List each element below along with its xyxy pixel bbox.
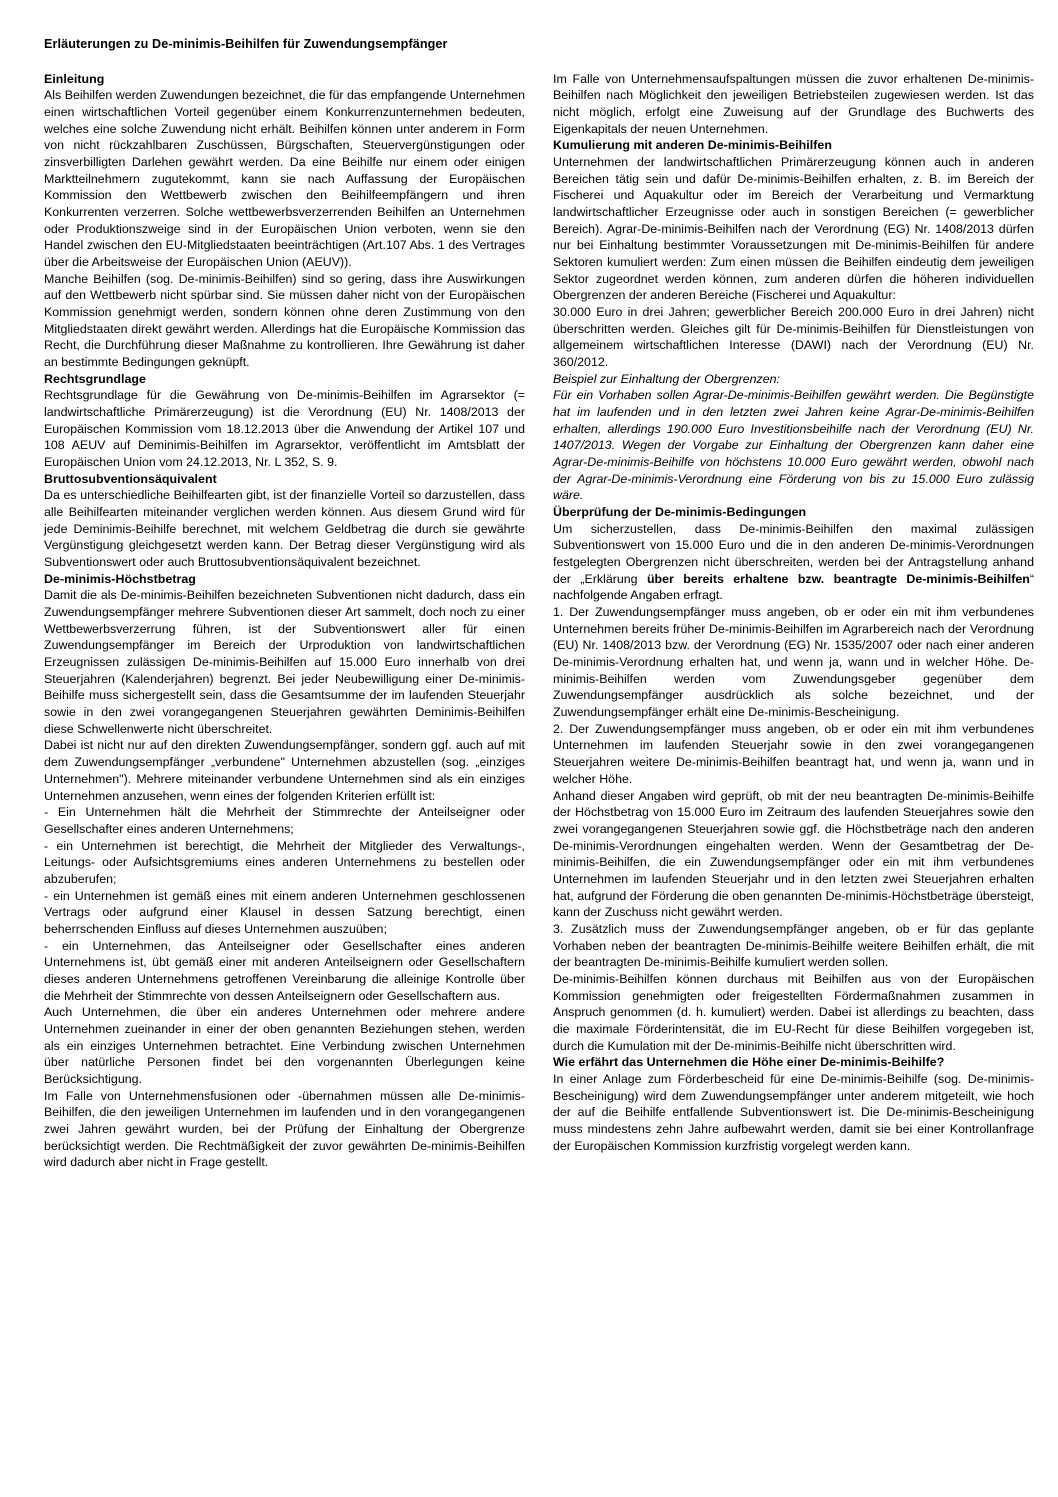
section-heading: Überprüfung der De-minimis-Bedingungen	[553, 505, 807, 520]
body-paragraph: Manche Beihilfen (sog. De-minimis-Beihilfen) sind so gering, dass ihre Auswirkungen auf den Wettbewerb nicht spürbar sind. Sie müssen daher nicht von der Europäischen Kommission genehmigt werden, sondern können ohne deren Zustimmung von den Mitgliedstaaten direkt gewährt werden. Allerdings hat die Europäische Kommission das Recht, die Durchführung dieser Maßnahme zu kontrollieren. Ihre Gewährung ist daher an bestimmte Bedingungen geknüpft.	[44, 271, 525, 370]
right-column	[553, 71, 1034, 1155]
body-paragraph: Anhand dieser Angaben wird geprüft, ob mit der neu beantragten De-minimis-Beihilfe der Höchstbetrag von 15.000 Euro im Zeitraum des laufenden Steuerjahres sowie den zwei vorangegangenen Steuerjahren sowie ggf. die Höchstbeträge nach den anderen De-minimis-Verordnungen eingehalten werden. Wenn der Gesamtbetrag der De-minimis-Beihilfen, die ein Zuwendungsempfänger oder ein mit ihm verbundenes Unternehmen im laufenden Steuerjahr und in den letzten zwei Steuerjahren erhalten hat, aufgrund der Förderung die oben genannten De-minimis-Höchstbeträge übersteigt, kann der Zuschuss nicht gewährt werden.	[553, 788, 1034, 920]
body-paragraph: Im Falle von Unternehmensfusionen oder -übernahmen müssen alle De-minimis-Beihilfen, die den jeweiligen Unternehmen im laufenden und in den vorangegangenen zwei Jahren gewährt wurden, bei der Prüfung der Einhaltung der Obergrenze berücksichtigt werden. Die Rechtmäßigkeit der zuvor gewährten De-minimis-Beihilfen wird dadurch aber nicht in Frage gestellt.	[44, 1088, 525, 1170]
body-paragraph: - Ein Unternehmen hält die Mehrheit der Stimmrechte der Anteilseigner oder Gesellschafter eines anderen Unternehmens;	[44, 805, 525, 836]
section-heading: Bruttosubventionsäquivalent	[44, 471, 217, 486]
body-paragraph: - ein Unternehmen ist gemäß eines mit einem anderen Unternehmen geschlossenen Vertrags oder aufgrund einer Klausel in dessen Satzung berechtigt, einen beherrschenden Einfluss auf dieses Unternehmen auszuüben;	[44, 888, 525, 936]
two-column-layout	[44, 71, 1034, 1171]
page-title: Erläuterungen zu De-minimis-Beihilfen für Zuwendungsempfänger	[44, 37, 448, 51]
section-heading: Kumulierung mit anderen De-minimis-Beihilfen	[553, 138, 832, 153]
body-paragraph: 3. Zusätzlich muss der Zuwendungsempfänger angeben, ob er für das geplante Vorhaben neben der beantragten De-minimis-Beihilfe weitere Beihilfen erhält, die mit der beantragten De-minimis-Beihilfe kumuliert werden sollen.	[553, 921, 1034, 970]
section-heading: De-minimis-Höchstbetrag	[44, 571, 196, 586]
body-paragraph: 2. Der Zuwendungsempfänger muss angeben, ob er oder ein mit ihm verbundenes Unternehmen im laufenden Steuerjahr sowie in den zwei vorangegangenen Steuerjahren weitere De-minimis-Beihilfen beantragt hat, und wenn ja, wann und in welcher Höhe.	[553, 721, 1034, 786]
body-paragraph: - ein Unternehmen, das Anteilseigner oder Gesellschafter eines anderen Unternehmens ist, übt gemäß einer mit anderen Anteilseignern oder Gesellschaftern dieses anderen Unternehmens getroffenen Vereinbarung die alleinige Kontrolle über die Mehrheit der Stimmrechte von dessen Anteilseignern oder Gesellschaftern aus.	[44, 938, 525, 1003]
section-heading: Einleitung	[44, 71, 105, 86]
body-paragraph	[553, 521, 1034, 604]
body-paragraph: Beispiel zur Einhaltung der Obergrenzen:	[553, 371, 781, 386]
body-paragraph: In einer Anlage zum Förderbescheid für eine De-minimis-Beihilfe (sog. De-minimis-Bescheinigung) wird dem Zuwendungsempfänger unter anderem mitgeteilt, wie hoch der auf die Beihilfe entfallende Subventionswert ist. Die De-minimis-Bescheinigung muss mindestens zehn Jahre aufbewahrt werden, damit sie bei einer Kontrollanfrage der Europäischen Kommission kurzfristig vorgelegt werden kann.	[553, 1071, 1034, 1153]
body-paragraph: Unternehmen der landwirtschaftlichen Primärerzeugung können auch in anderen Bereichen tätig sein und dafür De-minimis-Beihilfen erhalten, z. B. im Bereich der Fischerei und Aquakultur oder im Bereich der Verarbeitung und Vermarktung landwirtschaftlicher Erzeugnisse oder auch in sonstigen Bereichen (= gewerblicher Bereich). Agrar-De-minimis-Beihilfen nach der Verordnung (EG) Nr. 1408/2013 dürfen nur bei Einhaltung bestimmter Voraussetzungen mit De-minimis-Beihilfen für andere Sektoren kumuliert werden: Zum einen müssen die Beihilfen eindeutig dem jeweiligen Sektor zugeordnet werden können, zum anderen dürfen die höheren individuellen Obergrenzen der anderen Bereiche (Fischerei und Aquakultur:	[553, 154, 1034, 303]
section-heading: Rechtsgrundlage	[44, 371, 146, 386]
paragraph-text: Um sicherzustellen, dass De-minimis-Beihilfen den maximal zulässigen Subventionswert von 15.000 Euro und die in den anderen De-minimis-Verordnungen festgelegten Obergrenzen nicht überschreiten, werden bei der Antragstellung anhand der „Erklärung	[553, 521, 1034, 586]
body-paragraph: - ein Unternehmen ist berechtigt, die Mehrheit der Mitglieder des Verwaltungs-, Leitungs- oder Aufsichtsgremiums eines anderen Unternehmens zu bestellen oder abzuberufen;	[44, 838, 525, 886]
body-paragraph: 1. Der Zuwendungsempfänger muss angeben, ob er oder ein mit ihm verbundenes Unternehmen bereits früher De-minimis-Beihilfen im Agrarbereich nach der Verordnung (EU) Nr. 1408/2013 bzw. der Verordnung (EG) Nr. 1535/2007 oder nach einer anderen De-minimis-Verordnung erhalten hat, und wenn ja, wann und in welcher Höhe. De-minimis-Beihilfen werden vom Zuwendungsgeber gegenüber dem Zuwendungsempfänger ausdrücklich als solche bezeichnet, und der Zuwendungsempfänger erhält eine De-minimis-Bescheinigung.	[553, 605, 1034, 720]
body-paragraph: Rechtsgrundlage für die Gewährung von De-minimis-Beihilfen im Agrarsektor (= landwirtschaftliche Primärerzeugung) ist die Verordnung (EU) Nr. 1408/2013 der Europäischen Kommission vom 18.12.2013 über die Anwendung der Artikel 107 und 108 AEUV auf Deminimis-Beihilfen im Agrarsektor, veröffentlicht im Amtsblatt der Europäischen Union vom 24.12.2013, Nr. L 352, S. 9.	[44, 388, 525, 470]
body-paragraph: Auch Unternehmen, die über ein anderes Unternehmen oder mehrere andere Unternehmen zueinander in einer der oben genannten Beziehungen stehen, werden als ein einziges Unternehmen betrachtet. Eine Verbindung zwischen Unternehmen über natürliche Personen findet bei den vorgenannten Überlegungen keine Berücksichtigung.	[44, 1005, 525, 1086]
left-column	[44, 71, 525, 1171]
body-paragraph: Für ein Vorhaben sollen Agrar-De-minimis-Beihilfen gewährt werden. Die Begünstigte hat im laufenden und in den letzten zwei Jahren keine Agrar-De-minimis-Beihilfen erhalten, allerdings 190.000 Euro Investitionsbeihilfe nach der Verordnung (EU) Nr. 1407/2013. Wegen der Vorgabe zur Einhaltung der Obergrenzen kann daher eine Agrar-De-minimis-Beihilfe von höchstens 10.000 Euro gewährt werden, obwohl nach der Agrar-De-minimis-Verordnung eine Förderung von bis zu 15.000 Euro zulässig wäre.	[553, 388, 1034, 503]
body-paragraph: Als Beihilfen werden Zuwendungen bezeichnet, die für das empfangende Unternehmen einen wirtschaftlichen Vorteil gegenüber einem Konkurrenzunternehmen bedeuten, welches eine solche Zuwendung nicht erhält. Beihilfen können unter anderem in Form von nicht rückzahlbaren Zuschüssen, Bürgschaften, Steuervergünstigungen oder zinsverbilligten Darlehen gewährt werden. Da eine Beihilfe nur einem oder einigen Marktteilnehmern zugutekommt, kann sie nach Auffassung der Europäischen Kommission den Wettbewerb zwischen den Beihilfeempfängern und ihren Konkurrenten verzerren. Solche wettbewerbsverzerrenden Beihilfen an Unternehmen oder Produktionszweige sind in der Europäischen Union verboten, wenn sie den Handel zwischen den EU-Mitgliedstaaten beeinträchtigen (Art.107 Abs. 1 des Vertrages über die Arbeitsweise der Europäischen Union (AEUV)).	[44, 88, 525, 269]
body-paragraph: Damit die als De-minimis-Beihilfen bezeichneten Subventionen nicht dadurch, dass ein Zuwendungsempfänger mehrere Subventionen dieser Art sammelt, doch noch zu einer Wettbewerbsverzerrung führen, ist der Subventionswert aller für einen Zuwendungsempfänger im Bereich der Urproduktion von landwirtschaftlichen Erzeugnissen zulässigen De-minimis-Beihilfen auf 15.000 Euro innerhalb von drei Steuerjahren (Kalenderjahren) begrenzt. Bei jeder Neubewilligung einer De-minimis-Beihilfe muss sichergestellt sein, dass die Gesamtsumme der im laufenden Steuerjahr sowie in den zwei vorangegangenen Steuerjahren gewährten Deminimis-Beihilfen diese Schwellenwerte nicht überschreitet.	[44, 588, 525, 736]
paragraph-text: “ nachfolgende Angaben erfragt.	[553, 571, 1034, 603]
body-paragraph: Dabei ist nicht nur auf den direkten Zuwendungsempfänger, sondern ggf. auch auf mit dem Zuwendungsempfänger „verbundene" Unternehmen abzustellen (sog. „einziges Unternehmen"). Mehrere miteinander verbundene Unternehmen sind als ein einziges Unternehmen anzusehen, wenn eines der folgenden Kriterien erfüllt ist:	[44, 738, 525, 803]
section-heading: Wie erfährt das Unternehmen die Höhe einer De-minimis-Beihilfe?	[553, 1055, 945, 1070]
body-paragraph: Im Falle von Unternehmensaufspaltungen müssen die zuvor erhaltenen De-minimis-Beihilfen nach Möglichkeit den jeweiligen Betriebsteilen zugewiesen werden. Ist das nicht möglich, erfolgt eine Zuweisung auf der Grundlage des Buchwerts des Eigenkapitals der neuen Unternehmen.	[553, 71, 1034, 136]
body-paragraph: De-minimis-Beihilfen können durchaus mit Beihilfen aus von der Europäischen Kommission genehmigten oder freigestellten Fördermaßnahmen zusammen in Anspruch genommen (d. h. kumuliert) werden. Dabei ist allerdings zu beachten, dass die maximale Förderintensität, die im EU-Recht für diese Beihilfen vorgegeben ist, durch die Kumulation mit der De-minimis-Beihilfe nicht überschritten wird.	[553, 971, 1034, 1053]
body-paragraph: 30.000 Euro in drei Jahren; gewerblicher Bereich 200.000 Euro in drei Jahren) nicht überschritten werden. Gleiches gilt für De-minimis-Beihilfen für Dienstleistungen von allgemeinem wirtschaftlichen Interesse (DAWI) nach der Verordnung (EU) Nr. 360/2012.	[553, 305, 1034, 370]
body-paragraph: Da es unterschiedliche Beihilfearten gibt, ist der finanzielle Vorteil so darzustellen, dass alle Beihilfearten miteinander verglichen werden können. Aus diesem Grund wird für jede Deminimis-Beihilfe berechnet, mit welchem Geldbetrag die durch sie gewährte Vergünstigung gleichgesetzt werden kann. Der Betrag dieser Vergünstigung wird als Subventionswert oder auch Bruttosubventionsäquivalent bezeichnet.	[44, 488, 525, 570]
emphasis-text: über bereits erhaltene bzw. beantragte De-minimis-Beihilfen	[646, 571, 1030, 586]
